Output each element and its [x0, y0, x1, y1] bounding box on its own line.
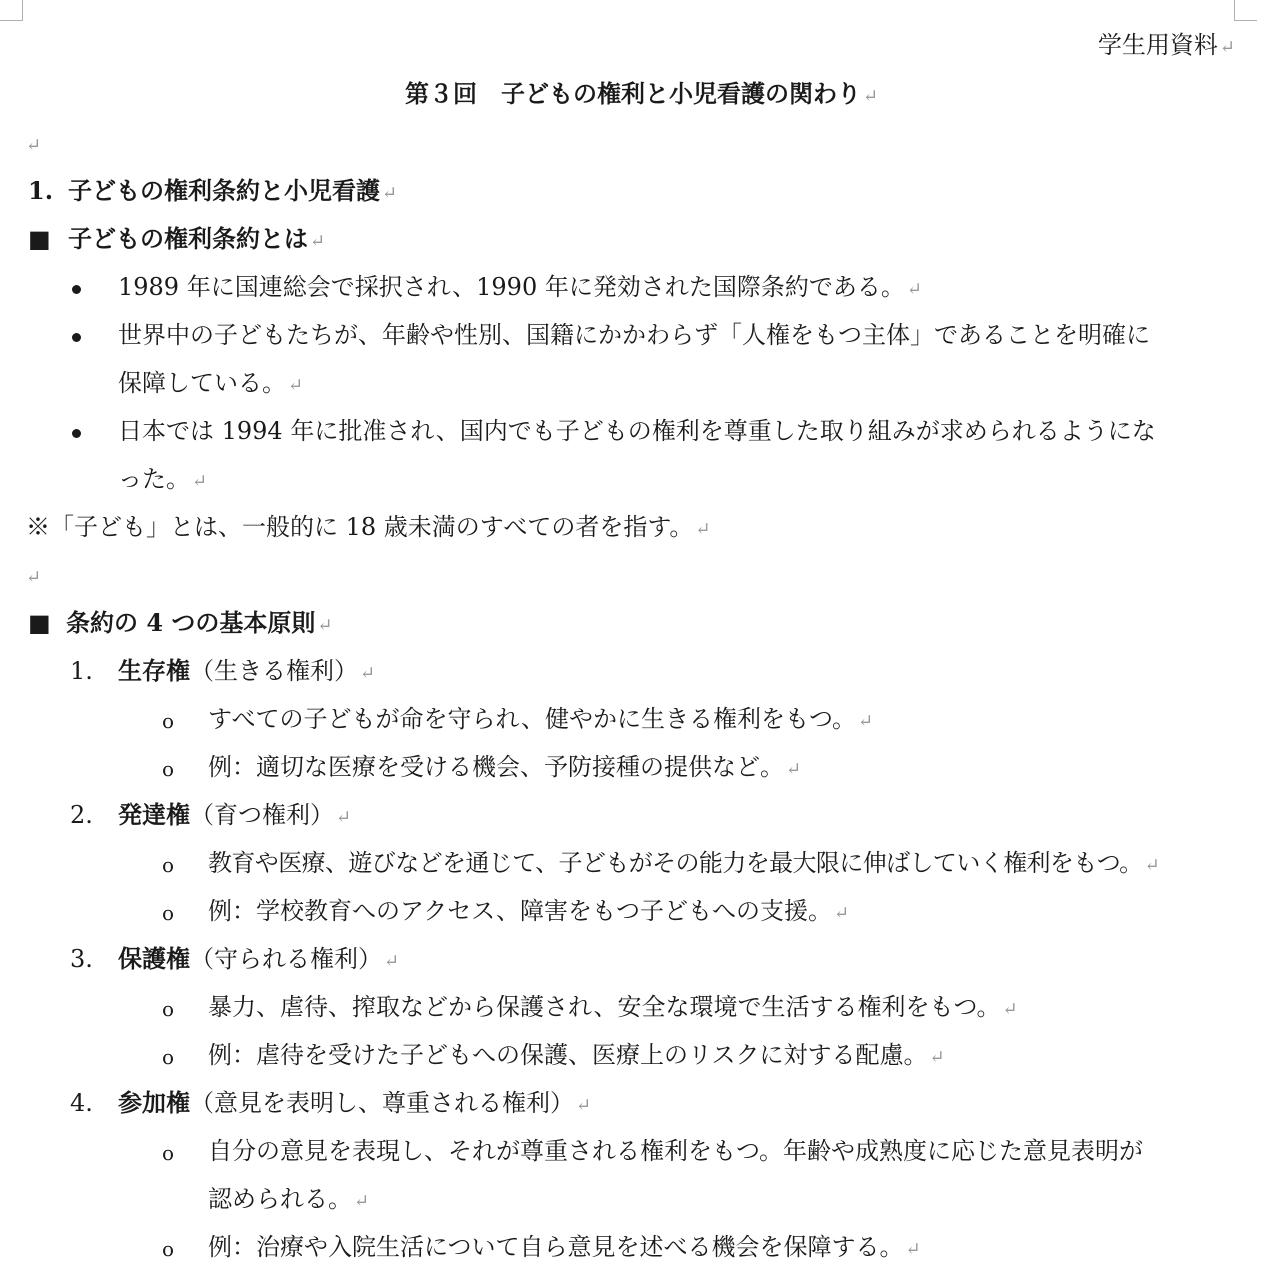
bullet-text-continuation: った。 ↵ [118, 465, 208, 493]
page-title [0, 77, 1283, 114]
empty-paragraph [24, 558, 41, 595]
principle-name: 発達権 [118, 800, 190, 829]
principle-heading [118, 798, 351, 835]
principle-item: 例：適切な医療を受ける機会、予防接種の提供など。 ↵ [208, 753, 802, 781]
return-mark-icon: ↵ [288, 375, 304, 396]
return-mark-icon: ↵ [192, 471, 208, 492]
bullet-dot-icon [72, 285, 81, 294]
subsection-heading-text: 条約の 4 つの基本原則 [66, 608, 316, 637]
circle-bullet-icon: o [162, 709, 175, 733]
principle-number: 3. [70, 945, 93, 973]
principle-desc: （守られる権利） [190, 945, 382, 973]
principle-desc: （育つ権利） [190, 801, 334, 829]
principle-item: 例：治療や入院生活について自ら意見を述べる機会を保障する。 ↵ [208, 1233, 921, 1261]
circle-bullet-icon: o [162, 997, 175, 1021]
square-bullet-icon: ■ [28, 224, 51, 253]
page-corner-mark-right [1234, 0, 1257, 21]
circle-bullet-icon: o [162, 1237, 175, 1261]
bullet-dot-icon [72, 429, 81, 438]
return-mark-icon: ↵ [26, 567, 42, 588]
principle-item: 自分の意見を表現し、それが尊重される権利をもつ。年齢や成熟度に応じた意見表明が [208, 1137, 1144, 1165]
return-mark-icon: ↵ [576, 1095, 592, 1116]
principle-name: 参加権 [118, 1088, 190, 1117]
subsection-heading-text: 子どもの権利条約とは [68, 224, 308, 253]
circle-bullet-icon: o [162, 901, 175, 925]
return-mark-icon: ↵ [695, 519, 711, 540]
circle-bullet-icon: o [162, 757, 175, 781]
note-text: ※「子ども」とは、一般的に 18 歳未満のすべての者を指す。 ↵ [26, 513, 711, 541]
circle-bullet-icon: o [162, 853, 175, 877]
bullet-text: 1989 年に国連総会で採択され、1990 年に発効された国際条約である。 ↵ [118, 273, 922, 301]
principle-item: 例：学校教育へのアクセス、障害をもつ子どもへの支援。 ↵ [208, 897, 850, 925]
principle-item: 暴力、虐待、搾取などから保護され、安全な環境で生活する権利をもつ。 ↵ [208, 993, 1018, 1021]
return-mark-icon: ↵ [905, 1239, 921, 1260]
principle-name: 保護権 [118, 944, 190, 973]
page-corner-mark-left [0, 0, 23, 21]
principle-number: 1. [70, 657, 93, 685]
principle-item-continuation: 認められる。 ↵ [208, 1185, 370, 1213]
section-number: 1. [28, 176, 54, 205]
principle-item: 教育や医療、遊びなどを通じて、子どもがその能力を最大限に伸ばしていく権利をもつ。 ↵ [208, 849, 1160, 877]
principle-name: 生存権 [118, 656, 190, 685]
return-mark-icon: ↵ [354, 1191, 370, 1212]
return-mark-icon: ↵ [906, 279, 922, 300]
section-heading [68, 174, 397, 211]
section-heading-text: 子どもの権利条約と小児看護 [68, 176, 380, 205]
principle-heading [118, 1086, 591, 1123]
circle-bullet-icon: o [162, 1045, 175, 1069]
principle-desc: （生きる権利） [190, 657, 358, 685]
principle-heading [118, 942, 399, 979]
return-mark-icon: ↵ [360, 663, 376, 684]
return-mark-icon: ↵ [310, 231, 326, 252]
bullet-text: 日本では 1994 年に批准され、国内でも子どもの権利を尊重した取り組みが求められるようにな [118, 417, 1156, 445]
return-mark-icon: ↵ [382, 183, 398, 204]
circle-bullet-icon: o [162, 1141, 175, 1165]
principle-heading [118, 654, 375, 691]
document-label-text: 学生用資料 [1097, 31, 1218, 59]
bullet-text: 世界中の子どもたちが、年齢や性別、国籍にかかわらず「人権をもつ主体」であることを明確に [118, 321, 1150, 349]
principle-number: 4. [70, 1089, 93, 1117]
return-mark-icon: ↵ [384, 951, 400, 972]
subsection-heading [66, 606, 333, 643]
bullet-text-continuation: 保障している。 ↵ [118, 369, 304, 397]
return-mark-icon: ↵ [834, 903, 850, 924]
return-mark-icon: ↵ [26, 135, 42, 156]
principle-number: 2. [70, 801, 93, 829]
return-mark-icon: ↵ [862, 86, 879, 107]
return-mark-icon: ↵ [1219, 37, 1235, 58]
document-label [1098, 28, 1235, 65]
subsection-heading [68, 222, 325, 259]
bullet-dot-icon [72, 333, 81, 342]
return-mark-icon: ↵ [317, 615, 333, 636]
return-mark-icon: ↵ [1002, 999, 1018, 1020]
return-mark-icon: ↵ [1144, 855, 1160, 876]
principle-item: すべての子どもが命を守られ、健やかに生きる権利をもつ。 ↵ [208, 705, 874, 733]
return-mark-icon: ↵ [336, 807, 352, 828]
square-bullet-icon: ■ [28, 608, 51, 637]
principle-desc: （意見を表明し、尊重される権利） [190, 1089, 574, 1117]
principle-item: 例：虐待を受けた子どもへの保護、医療上のリスクに対する配慮。 ↵ [208, 1041, 945, 1069]
empty-paragraph [24, 126, 41, 163]
return-mark-icon: ↵ [929, 1047, 945, 1068]
return-mark-icon: ↵ [858, 711, 874, 732]
return-mark-icon: ↵ [786, 759, 802, 780]
page-title-text: 第３回 子どもの権利と小児看護の関わり [404, 79, 861, 108]
